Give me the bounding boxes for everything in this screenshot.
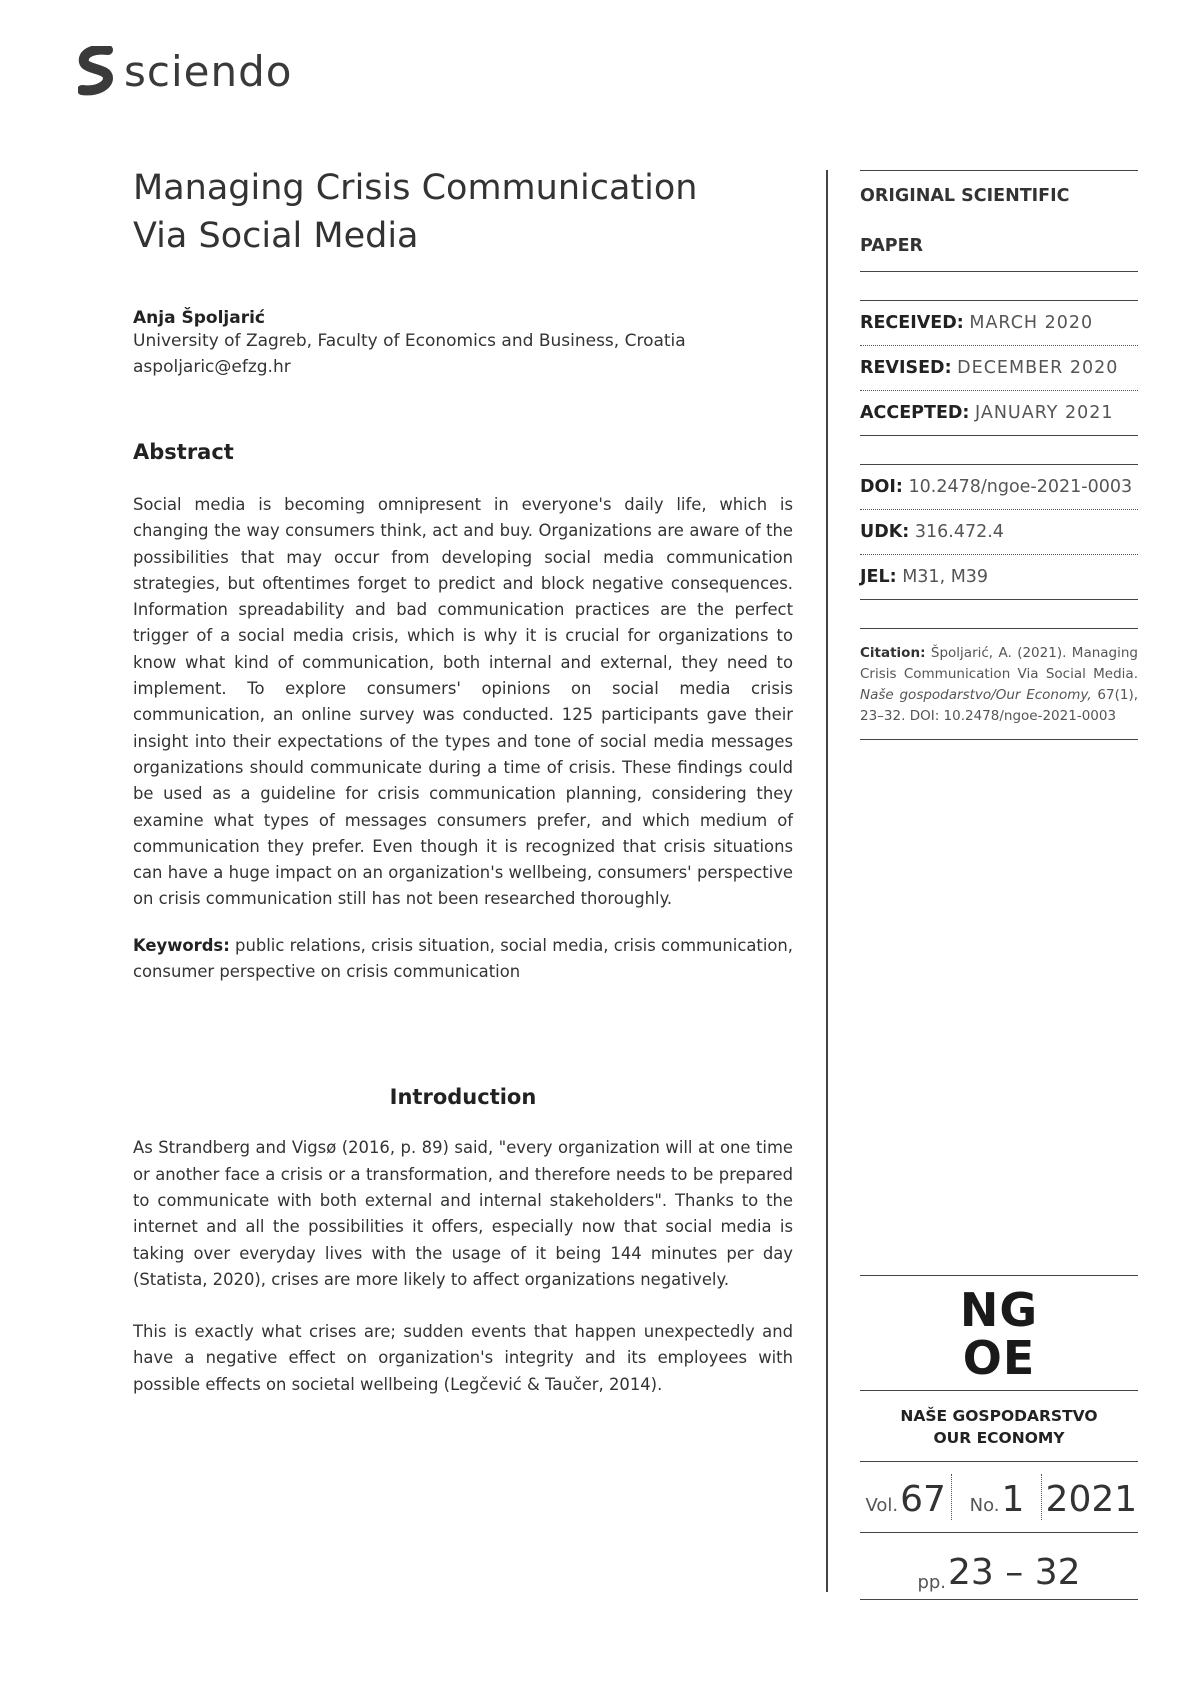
journal-logo <box>860 1276 1138 1390</box>
doi-row <box>860 465 1138 509</box>
issue-cell <box>953 1479 1040 1532</box>
revised-row <box>860 346 1138 390</box>
author-affiliation: University of Zagreb, Faculty of Economics and Business, Croatia <box>133 331 686 351</box>
volume-row <box>860 1462 1138 1532</box>
volume-cell <box>860 1479 951 1532</box>
intro-paragraph-1: As Strandberg and Vigsø (2016, p. 89) said, "every organization will at one time or another face a crisis or a transformation, and therefore needs to be prepared to communicate with both external and internal stakeholders". Thanks to the internet and all the possibilities it offers, especially now that social media is taking over everyday lives with the usage of it being 144 minutes per day (Statista, 2020), crises are more likely to affect organizations negatively. <box>133 1138 793 1289</box>
pages-label: pp. <box>917 1572 947 1593</box>
intro-paragraph-2: This is exactly what crises are; sudden events that happen unexpectedly and have a negative effect on organization's integrity and its employees with possible effects on societal wellbeing (Legčević & Taučer, 2014). <box>133 1322 793 1394</box>
article-title <box>133 164 793 260</box>
title-line-1: Managing Crisis Communication <box>133 168 698 208</box>
received-value: MARCH 2020 <box>969 313 1094 333</box>
journal-block <box>860 1275 1138 1600</box>
keywords-label: Keywords: <box>133 935 230 955</box>
paper-type: ORIGINAL SCIENTIFIC PAPER <box>860 186 1070 256</box>
udk-label: UDK: <box>860 522 910 542</box>
jel-label: JEL: <box>860 567 897 587</box>
publisher-logo-text: sciendo <box>124 46 293 96</box>
issue-label: No. <box>969 1495 1000 1516</box>
divider <box>860 739 1138 740</box>
doi-label: DOI: <box>860 477 903 497</box>
revised-label: REVISED: <box>860 358 952 378</box>
received-row <box>860 301 1138 345</box>
citation-journal: Naše gospodarstvo/Our Economy, <box>860 687 1092 703</box>
revised-value: DECEMBER 2020 <box>957 358 1119 378</box>
accepted-row <box>860 391 1138 435</box>
publisher-logo <box>78 46 292 96</box>
pages-value: 23 – 32 <box>948 1552 1081 1593</box>
citation <box>860 629 1138 739</box>
journal-name-line-1: NAŠE GOSPODARSTVO <box>900 1407 1098 1425</box>
citation-label: Citation: <box>860 645 926 661</box>
citation-text: Špoljarić, A. (2021). Managing Crisis Communication Via Social Media. <box>860 645 1138 682</box>
article-main <box>133 164 793 1398</box>
journal-logo-line-1: NG <box>959 1283 1039 1337</box>
column-divider <box>826 170 828 1592</box>
introduction-heading: Introduction <box>389 1085 537 1110</box>
keywords-text: public relations, crisis situation, social media, crisis communication, consumer perspective on crisis communication <box>133 935 793 982</box>
doi-value[interactable]: 10.2478/ngoe-2021-0003 <box>908 477 1133 497</box>
udk-row <box>860 510 1138 554</box>
volume-value: 67 <box>900 1479 946 1520</box>
volume-label: Vol. <box>865 1495 899 1516</box>
pages-row <box>860 1533 1138 1599</box>
divider <box>860 1599 1138 1600</box>
issue-value: 1 <box>1001 1479 1025 1520</box>
abstract-heading: Abstract <box>133 440 234 464</box>
jel-row <box>860 555 1138 599</box>
title-line-2: Via Social Media <box>133 216 419 256</box>
accepted-value: JANUARY 2021 <box>975 403 1114 423</box>
jel-value: M31, M39 <box>902 567 989 587</box>
article-metadata-sidebar <box>860 170 1138 740</box>
keywords <box>133 933 793 986</box>
author-name: Anja Špoljarić <box>133 308 265 328</box>
year-cell <box>1043 1479 1138 1532</box>
citation-rest: 67(1), 23–32. DOI: 10.2478/ngoe-2021-0003 <box>860 687 1138 724</box>
journal-name-line-2: OUR ECONOMY <box>933 1429 1065 1447</box>
accepted-label: ACCEPTED: <box>860 403 970 423</box>
abstract-text: Social media is becoming omnipresent in everyone's daily life, which is changing the way consumers think, act and buy. Organizations are aware of the possibilities that may occur from developing social media communication strategies, but oftentimes forget to predict and block negative consequences. Information spreadability and bad communication practices are the perfect trigger of a social media crisis, which is why it is crucial for organizations to know what kind of communication, both internal and external, they need to implement. To explore consumers' opinions on social media crisis communication, an online survey was conducted. 125 participants gave their insight into their expectations of the types and tone of social media messages organizations should communicate during a time of crisis. These findings could be used as a guideline for crisis communication planning, considering they examine what types of messages consumers prefer, and which medium of communication they prefer. Even though it is recognized that crisis situations can have a huge impact on an organization's wellbeing, consumers' perspective on crisis communication still has not been researched thoroughly. <box>133 495 793 909</box>
udk-value: 316.472.4 <box>914 522 1004 542</box>
sciendo-s-icon <box>78 46 114 96</box>
year-value: 2021 <box>1045 1479 1138 1520</box>
author-email: aspoljaric@efzg.hr <box>133 357 291 377</box>
journal-logo-line-2: OE <box>962 1331 1036 1385</box>
journal-name <box>860 1391 1138 1461</box>
received-label: RECEIVED: <box>860 313 964 333</box>
